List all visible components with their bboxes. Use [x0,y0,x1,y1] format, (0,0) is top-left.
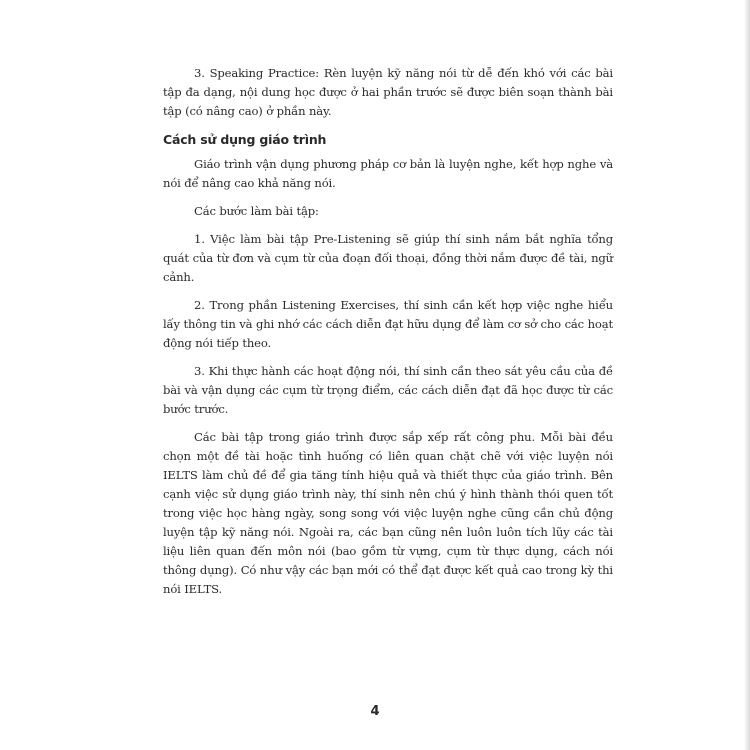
paragraph-speaking-practice: 3. Speaking Practice: Rèn luyện kỹ năng nói từ dễ đến khó với các bài tập đa dạng, nội dung học được ở hai phần trước sẽ được biên soạn thành bài tập (có nâng cao) ở phần này. [163,66,613,118]
paragraph-conclusion: Các bài tập trong giáo trình được sắp xếp rất công phu. Mỗi bài đều chọn một đề tài hoặc tình huống có liên quan chặt chẽ với việc luyện nói IELTS làm chủ đề để gia tăng tính hiệu quả và thiết thực của giáo trình. Bên cạnh việc sử dụng giáo trình này, thí sinh nên chú ý hình thành thói quen tốt trong việc học hàng ngày, song song với việc luyện nghe cũng cần chủ động luyện tập kỹ năng nói. Ngoài ra, các bạn cũng nên luôn luôn tích lũy các tài liệu liên quan đến môn nói (bao gồm từ vựng, cụm từ thực dụng, cách nói thông dụng). Có như vậy các bạn mới có thể đạt được kết quả cao trong kỳ thi nói IELTS. [163,430,613,596]
paragraph-intro: Giáo trình vận dụng phương pháp cơ bản là luyện nghe, kết hợp nghe và nói để nâng cao khả năng nói. [163,157,613,190]
paragraph-step-3: 3. Khi thực hành các hoạt động nói, thí sinh cần theo sát yêu cầu của đề bài và vận dụng các cụm từ trọng điểm, các cách diễn đạt đã học được từ các bước trước. [163,364,613,416]
page-number: 4 [370,704,380,719]
paragraph-step-1: 1. Việc làm bài tập Pre-Listening sẽ giúp thí sinh nắm bắt nghĩa tổng quát của từ đơn và cụm từ của đoạn đối thoại, đồng thời nắm được đề tài, ngữ cảnh. [163,232,613,284]
page-body [163,64,613,608]
paragraph-steps-label: Các bước làm bài tập: [194,204,319,218]
section-heading: Cách sử dụng giáo trình [163,132,327,147]
paragraph-step-2: 2. Trong phần Listening Exercises, thí sinh cần kết hợp việc nghe hiểu lấy thông tin và ghi nhớ các cách diễn đạt hữu dụng để làm cơ sở cho các hoạt động nói tiếp theo. [163,298,613,350]
page-edge-shadow [744,0,750,750]
